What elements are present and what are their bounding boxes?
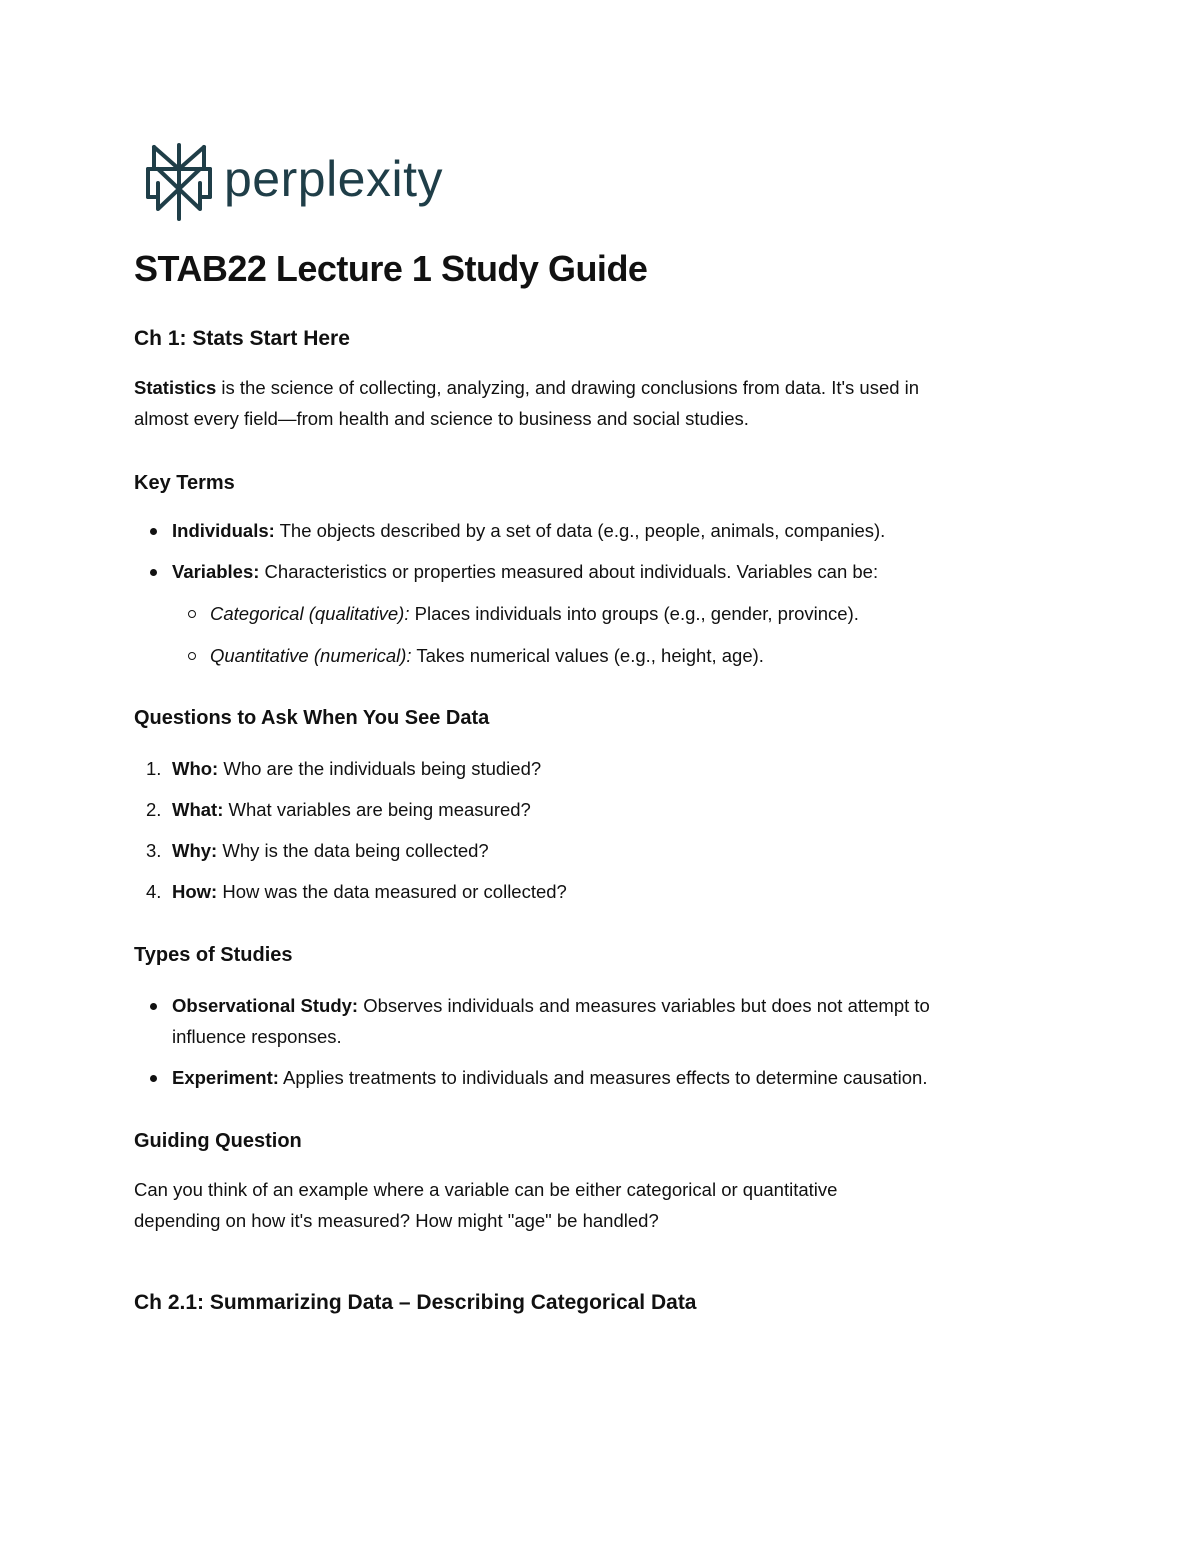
numbered-item-text: Why is the data being collected? — [217, 840, 489, 861]
numbered-item-term: Why: — [172, 840, 218, 861]
ch21-heading: Ch 2.1: Summarizing Data – Describing Categorical Data — [134, 1291, 697, 1314]
numbered-item — [146, 835, 489, 866]
numbered-item — [146, 876, 567, 907]
numbered-item-text: How was the data measured or collected? — [217, 881, 567, 902]
list-item-text: Applies treatments to individuals and measures effects to determine causation. — [278, 1067, 928, 1088]
list-item-term: Experiment: — [172, 1067, 279, 1088]
sub-list-item — [210, 598, 859, 629]
list-item — [172, 515, 885, 546]
guiding-line1: Can you think of an example where a variable can be either categorical or quantitative — [134, 1179, 838, 1200]
logo-wordmark: perplexity — [224, 151, 443, 207]
numbered-item-term: How: — [172, 881, 218, 902]
bullet-icon — [150, 1075, 157, 1082]
sub-list-item-term: Quantitative (numerical): — [210, 645, 412, 666]
perplexity-logo — [146, 142, 443, 222]
item-number: 4. — [146, 881, 162, 902]
ch1-intro-line2: almost every field—from health and science to business and social studies. — [134, 408, 749, 429]
questions-heading: Questions to Ask When You See Data — [134, 707, 490, 729]
list-item-text: The objects described by a set of data (e.g., people, animals, companies). — [274, 520, 886, 541]
list-item-text-cont: influence responses. — [172, 1026, 342, 1047]
page-title: STAB22 Lecture 1 Study Guide — [134, 248, 648, 289]
numbered-item-text: What variables are being measured? — [223, 799, 531, 820]
list-item — [172, 990, 930, 1052]
ch1-intro-term: Statistics — [134, 377, 217, 398]
sub-list-item-term: Categorical (qualitative): — [210, 603, 410, 624]
hollow-bullet-icon — [188, 610, 196, 618]
sub-list-item — [210, 640, 764, 671]
ch1-intro — [134, 372, 1074, 434]
sub-list-item-text: Places individuals into groups (e.g., gender, province). — [409, 603, 859, 624]
key-terms-heading: Key Terms — [134, 472, 235, 494]
item-number: 2. — [146, 799, 162, 820]
item-number: 1. — [146, 758, 162, 779]
list-item-term: Individuals: — [172, 520, 275, 541]
studies-heading: Types of Studies — [134, 944, 293, 966]
numbered-item-term: Who: — [172, 758, 219, 779]
numbered-item — [146, 794, 531, 825]
list-item-term: Observational Study: — [172, 995, 359, 1016]
list-item-term: Variables: — [172, 561, 260, 582]
item-number: 3. — [146, 840, 162, 861]
perplexity-logo-icon — [146, 143, 212, 221]
ch1-intro-line1: is the science of collecting, analyzing, and drawing conclusions from data. It's used in — [216, 377, 920, 398]
bullet-icon — [150, 528, 157, 535]
ch1-heading: Ch 1: Stats Start Here — [134, 327, 350, 350]
hollow-bullet-icon — [188, 652, 196, 660]
sub-list-item-text: Takes numerical values (e.g., height, age). — [411, 645, 764, 666]
list-item-text: Characteristics or properties measured about individuals. Variables can be: — [259, 561, 879, 582]
list-item — [172, 1062, 927, 1093]
guiding-question — [134, 1174, 1074, 1236]
numbered-item-term: What: — [172, 799, 224, 820]
bullet-icon — [150, 1003, 157, 1010]
bullet-icon — [150, 569, 157, 576]
list-item-text: Observes individuals and measures variables but does not attempt to — [358, 995, 930, 1016]
guiding-heading: Guiding Question — [134, 1130, 302, 1152]
list-item — [172, 556, 878, 587]
numbered-item — [146, 753, 542, 784]
guiding-line2: depending on how it's measured? How might "age" be handled? — [134, 1210, 659, 1231]
numbered-item-text: Who are the individuals being studied? — [218, 758, 542, 779]
